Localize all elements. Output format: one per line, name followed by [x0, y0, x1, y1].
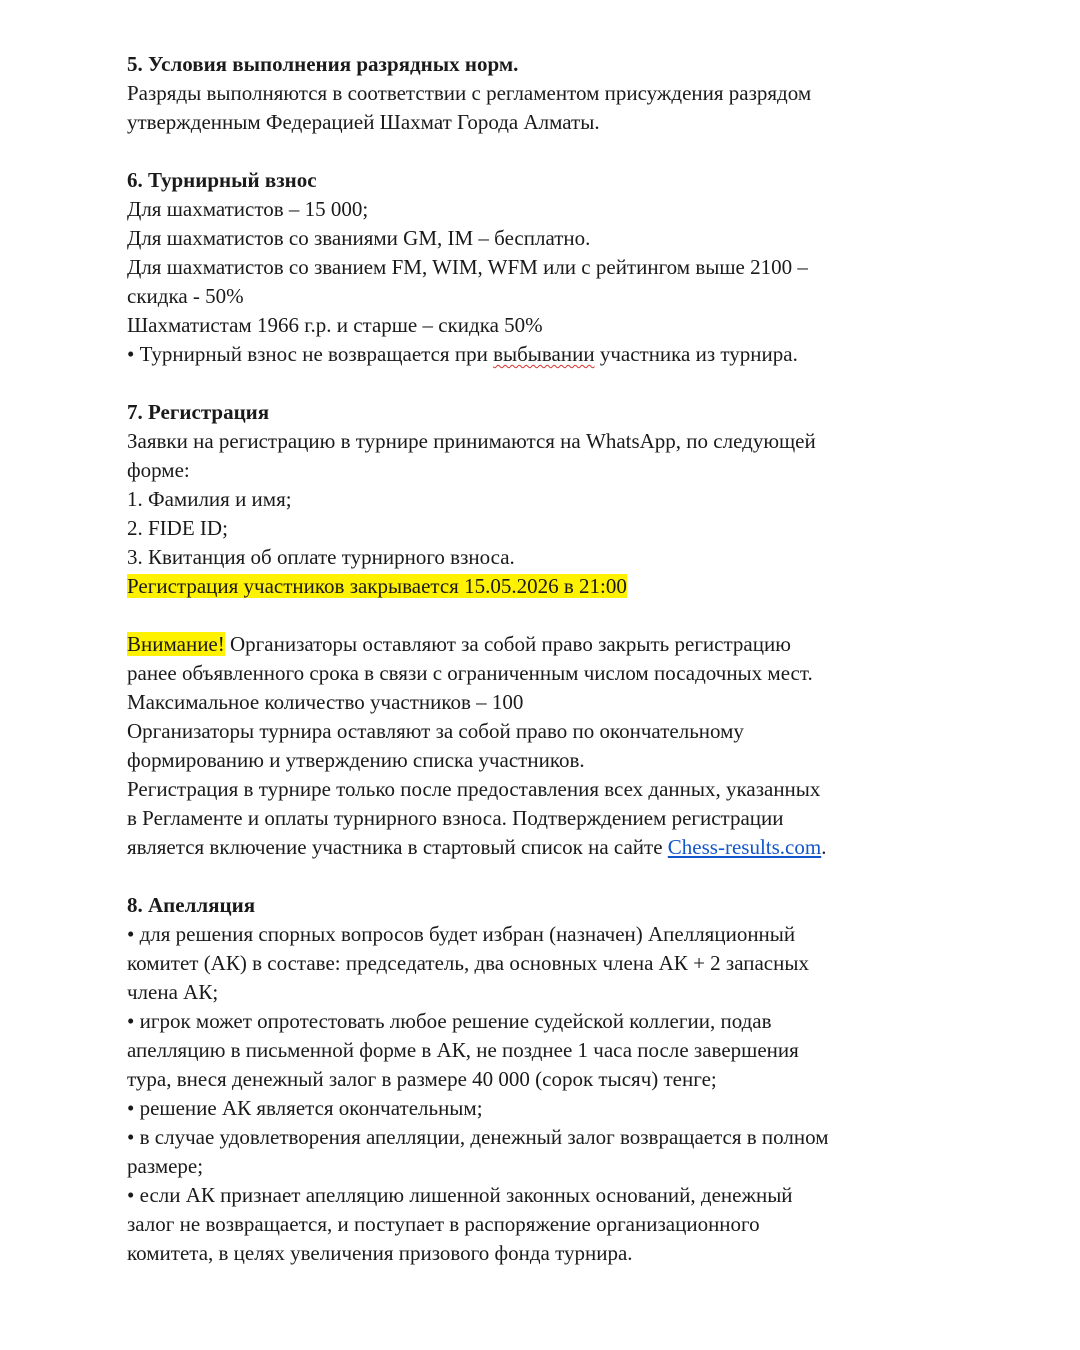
chess-results-link[interactable]: Chess-results.com [667, 835, 822, 859]
text-line: 3. Квитанция об оплате турнирного взноса. [127, 545, 515, 569]
document-page [127, 50, 887, 1297]
spellcheck-flagged-word: выбывании [493, 342, 595, 366]
text-run: • Турнирный взнос не возвращается при [127, 342, 494, 366]
text-line: • в случае удовлетворения апелляции, денежный залог возвращается в полном [127, 1125, 829, 1149]
highlighted-text: Регистрация участников закрывается 15.05.2026 в 21:00 [127, 574, 627, 598]
section-appeal [127, 891, 887, 1268]
text-line: Максимальное количество участников – 100 [127, 690, 524, 714]
text-line: Заявки на регистрацию в турнире принимаются на WhatsApp, по следующей [127, 429, 816, 453]
text-run: участника из турнира. [594, 342, 798, 366]
text-line: Регистрация в турнире только после предоставления всех данных, указанных [127, 777, 821, 801]
text-line: Организаторы турнира оставляют за собой право по окончательному [127, 719, 744, 743]
text-line: Шахматистам 1966 г.р. и старше – скидка 50% [127, 313, 543, 337]
section-heading: 8. Апелляция [127, 893, 256, 917]
text-line: залог не возвращается, и поступает в распоряжение организационного [127, 1212, 760, 1236]
section-heading: 6. Турнирный взнос [127, 168, 317, 192]
text-line: Разряды выполняются в соответствии с регламентом присуждения разрядом [127, 81, 812, 105]
text-line: тура, внеся денежный залог в размере 40 000 (сорок тысяч) тенге; [127, 1067, 717, 1091]
text-run: является включение участника в стартовый список на сайте [127, 835, 668, 859]
text-line: в Регламенте и оплаты турнирного взноса. Подтверждением регистрации [127, 806, 784, 830]
text-line: члена АК; [127, 980, 219, 1004]
text-run: Организаторы оставляют за собой право закрыть регистрацию [224, 632, 791, 656]
section-entry-fee [127, 166, 887, 369]
text-line: Для шахматистов со званием FM, WIM, WFM или с рейтингом выше 2100 – [127, 255, 808, 279]
text-line: апелляцию в письменной форме в АК, не позднее 1 часа после завершения [127, 1038, 799, 1062]
text-line: 2. FIDE ID; [127, 516, 228, 540]
text-line: форме: [127, 458, 190, 482]
text-line: Для шахматистов – 15 000; [127, 197, 369, 221]
text-line: комитет (АК) в составе: председатель, два основных члена АК + 2 запасных [127, 951, 809, 975]
notice-block [127, 630, 887, 862]
text-line: 1. Фамилия и имя; [127, 487, 292, 511]
text-line: скидка - 50% [127, 284, 244, 308]
text-line: формированию и утверждению списка участников. [127, 748, 585, 772]
section-heading: 7. Регистрация [127, 400, 270, 424]
text-line: комитета, в целях увеличения призового фонда турнира. [127, 1241, 633, 1265]
notice-last-line [127, 833, 887, 862]
text-line: Для шахматистов со званиями GM, IM – бесплатно. [127, 226, 591, 250]
text-line: • если АК признает апелляцию лишенной законных оснований, денежный [127, 1183, 793, 1207]
text-line: • игрок может опротестовать любое решение судейской коллегии, подав [127, 1009, 772, 1033]
section-heading: 5. Условия выполнения разрядных норм. [127, 52, 519, 76]
section-rank-norms [127, 50, 887, 137]
notice-label: Внимание! [127, 632, 225, 656]
fee-refund-note [127, 340, 887, 369]
text-line: ранее объявленного срока в связи с ограниченным числом посадочных мест. [127, 661, 813, 685]
text-run: . [821, 835, 827, 859]
text-line: • решение АК является окончательным; [127, 1096, 483, 1120]
section-registration [127, 398, 887, 601]
text-line: размере; [127, 1154, 204, 1178]
text-line: • для решения спорных вопросов будет избран (назначен) Апелляционный [127, 922, 796, 946]
notice-first-line [127, 630, 887, 659]
text-line: утвержденным Федерацией Шахмат Города Алматы. [127, 110, 600, 134]
registration-deadline [127, 572, 887, 601]
